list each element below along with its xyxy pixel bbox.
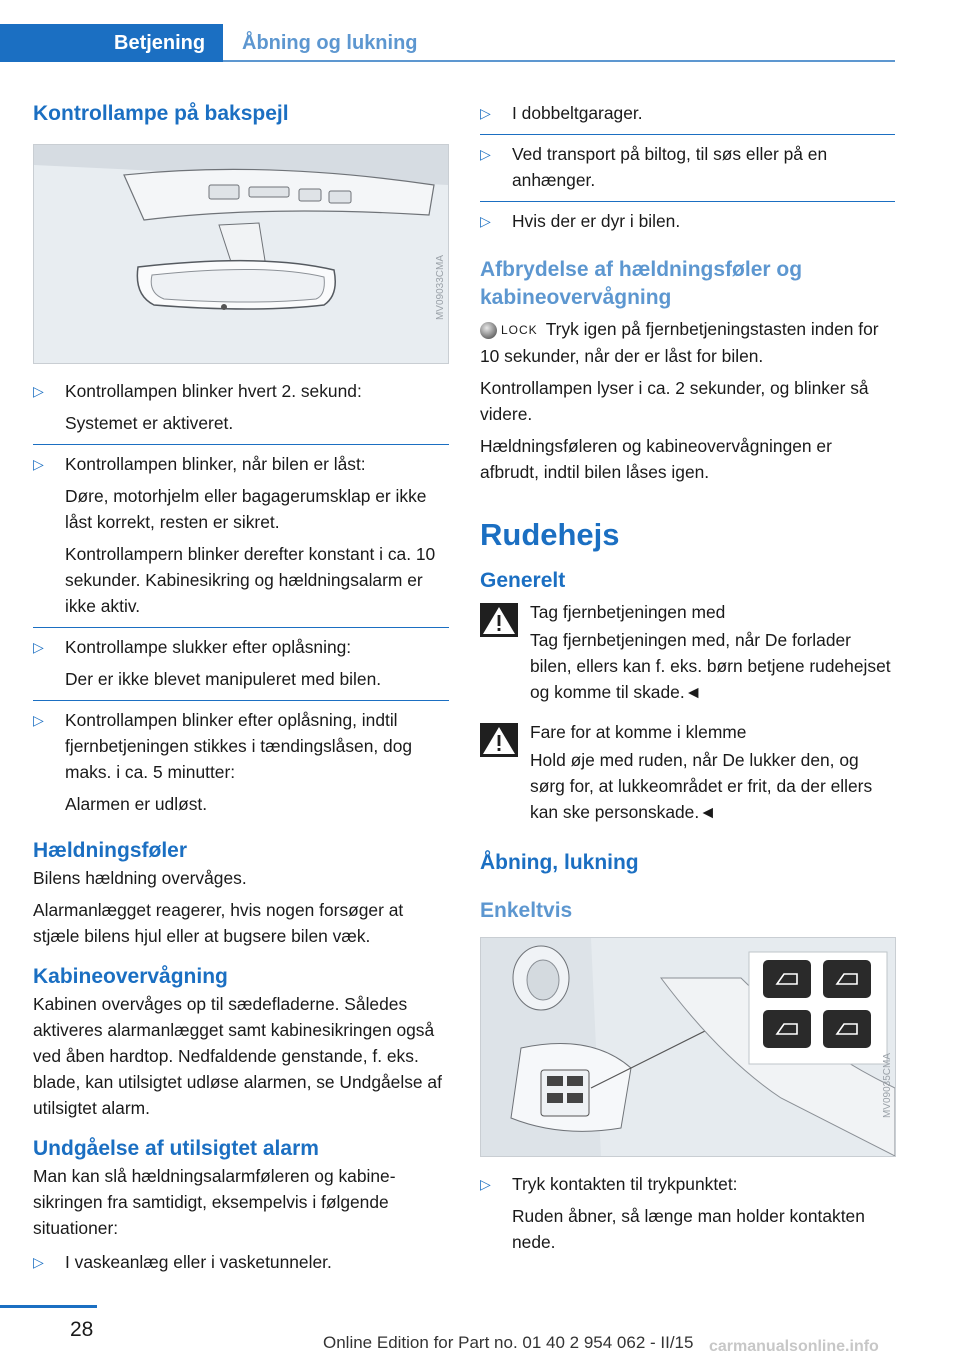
list-divider [480,134,895,135]
header-subsection: Åbning og lukning [242,32,418,54]
page-number: 28 [70,1318,94,1341]
paragraph: Kontrollampen lyser i ca. 2 sekunder, og blinker så videre. [480,378,869,425]
triangle-bullet-icon: ▷ [33,1254,44,1270]
heading-generelt: Generelt [480,569,566,593]
heading-rudehejs: Rudehejs [480,517,620,553]
paragraph: Hældningsføleren og kabineovervågningen er afbrudt, indtil bilen låses igen. [480,436,832,483]
lock-label: LOCK [501,323,538,338]
list-item-detail: Døre, motorhjelm eller bagagerumsklap er ikke låst korrekt, resten er sikret. [65,486,427,532]
footer-rule [0,1305,97,1308]
heading-aabning-lukning: Åbning, lukning [480,851,639,875]
warning-title: Fare for at komme i klemme [530,722,747,743]
right-column [480,100,895,1255]
paragraph: Alarmanlægget reagerer, hvis nogen forsøger at stjæle bilens hjul eller at bugsere bilen væk. [33,900,404,946]
list-item: ▷ Kontrollampen blinker efter oplåsning, indtil fjernbetjeningen stikkes i tændingslåsen, dog maks. i ca. 5 minutter: [33,707,449,785]
triangle-bullet-icon: ▷ [480,146,491,162]
warning-text: Hold øje med ruden, når De lukker den, og sørg for, at lukkeområdet er frit, da der ellers kan ske personskade.◄ [530,750,873,823]
list-item: ▷ Hvis der er dyr i bilen. [480,208,895,234]
list-item: ▷ Kontrollampen blinker hvert 2. sekund: [33,378,449,404]
warning-block [480,719,895,825]
triangle-bullet-icon: ▷ [33,639,44,655]
list-divider [33,444,449,445]
list-item-detail: Kontrollampern blinker derefter konstant i ca. 10 sekunder. Kabinesikring og hældningsalarm er ikke aktiv. [65,544,436,616]
warning-triangle-icon [480,723,518,757]
list-item-detail: Systemet er aktiveret. [65,413,234,433]
paragraph: LOCK Tryk igen på fjernbetjeningstasten inden for 10 sekunder, når der er låst for bilen. [480,319,879,367]
window-switch-figure [480,937,896,1157]
warning-block [480,599,895,705]
list-item: ▷ Tryk kontakten til trykpunktet: [480,1171,895,1197]
figure-code: MV09035CMA [882,1053,893,1119]
list-divider [480,201,895,202]
header-rule [223,60,895,62]
list-item-detail: Alarmen er udløst. [65,794,208,814]
paragraph: Man kan slå hældningsalarmføleren og kabinesikringen fra samtidigt, eksempelvis i følgende situationer: [33,1166,396,1238]
heading-haeldningsfoeler: Hældningsføler [33,839,188,862]
left-column [33,100,449,1275]
list-item: ▷ I vaskeanlæg eller i vasketunneler. [33,1249,449,1275]
warning-triangle-icon [480,603,518,637]
list-divider [33,700,449,701]
edition-line: Online Edition for Part no. 01 40 2 954 062 - II/15 [323,1333,694,1352]
heading-enkeltvis: Enkeltvis [480,899,573,923]
list-item-detail: Ruden åbner, så længe man holder kontakten nede. [512,1206,865,1253]
warning-text-start: Tag fjernbetjeningen med, når De forlader bilen, ellers kan f. eks. børn betjene rudehejset og komme til skade.◄ [530,630,891,703]
mirror-figure [33,144,449,364]
remote-lock-button-icon [480,322,497,339]
heading-undgaaelse: Undgåelse af utilsigtet alarm [33,1137,319,1160]
heading-kontrollampe: Kontrollampe på bakspejl [33,102,289,125]
triangle-bullet-icon: ▷ [33,456,44,472]
heading-kabineovervaagning: Kabineovervågning [33,965,228,988]
page-header [0,24,895,62]
header-section: Betjening [114,32,206,54]
mirror-illustration [34,145,448,363]
list-item: ▷ Kontrollampe slukker efter oplåsning: [33,634,449,660]
triangle-bullet-icon: ▷ [33,383,44,399]
list-item: ▷ I dobbeltgarager. [480,100,895,126]
list-item: ▷ Kontrollampen blinker, når bilen er låst: [33,451,449,477]
triangle-bullet-icon: ▷ [480,1176,491,1193]
warning-title: Tag fjernbetjeningen med [530,602,726,623]
triangle-bullet-icon: ▷ [480,105,491,121]
triangle-bullet-icon: ▷ [480,213,491,229]
list-item: ▷ Ved transport på biltog, til søs eller på en anhænger. [480,141,895,193]
list-divider [33,627,449,628]
figure-code: MV09033CMA [435,255,446,321]
heading-afbrydelse: Afbrydelse af hældningsføler og kabineovervågning [480,258,803,309]
triangle-bullet-icon: ▷ [33,712,44,728]
paragraph: Bilens hældning overvåges. [33,868,247,888]
list-item-detail: Der er ikke blevet manipuleret med bilen. [65,669,382,689]
list-kontrollampe [33,378,449,817]
watermark: carmanualsonline.info [709,1338,879,1355]
window-switch-illustration [481,938,895,1156]
paragraph: Kabinen overvåges op til sædefladerne. Således aktiveres alarmanlægget samt kabinesikringen også ved åben hardtop. Nedfaldende genstande, f. eks. blade, kan utilsigtet udløse alarmen, se Undgåelse af utilsigtet alarm. [33,994,442,1118]
